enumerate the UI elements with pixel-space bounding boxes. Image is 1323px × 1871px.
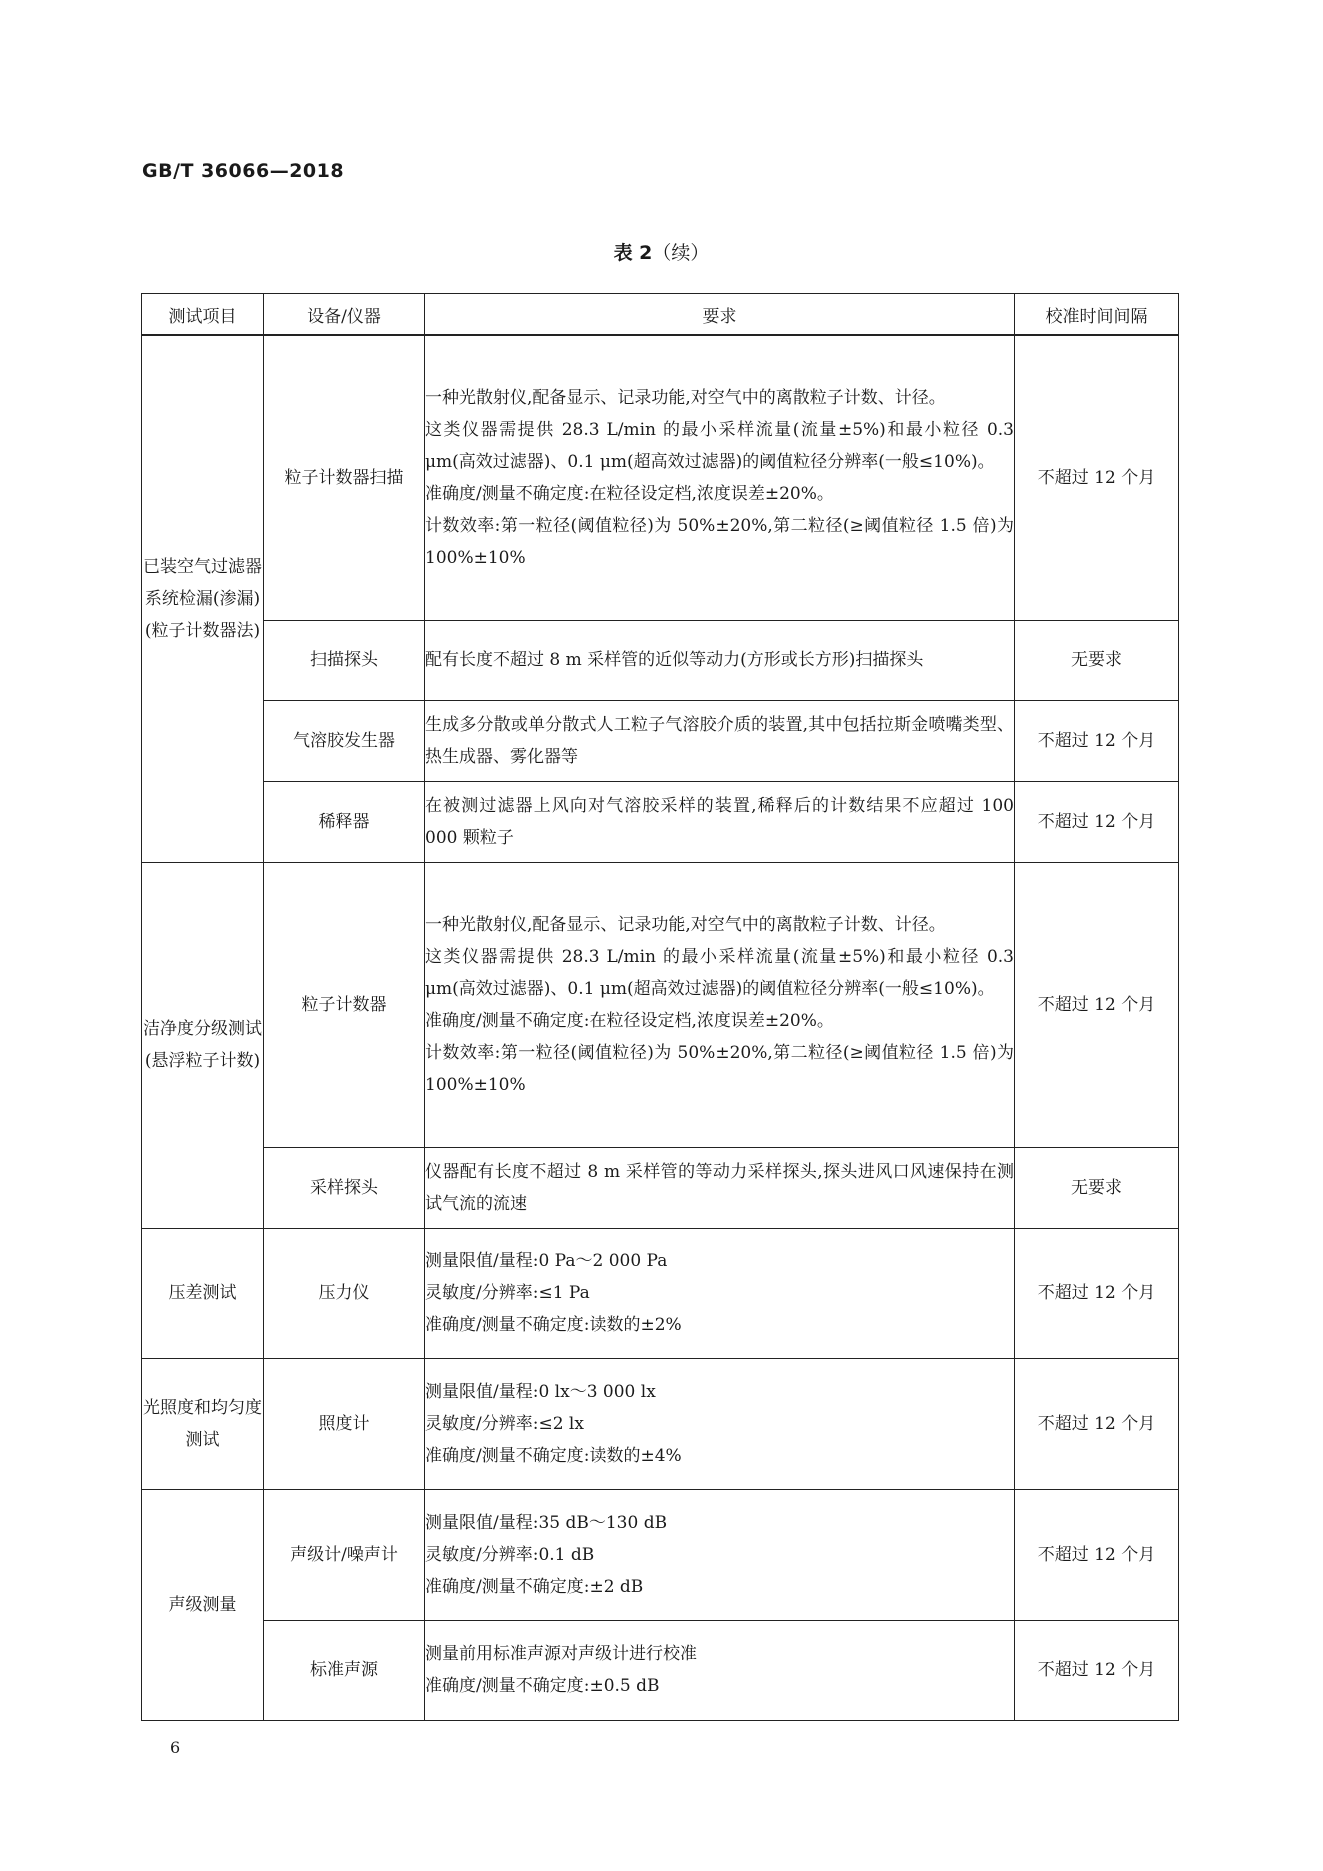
requirement-line: 这类仪器需提供 28.3 L/min 的最小采样流量(流量±5%)和最小粒径 0.3 μm(高效过滤器)、0.1 μm(超高效过滤器)的阈值粒径分辨率(一般≤10%)。 (425, 946, 1014, 999)
requirement-line: 灵敏度/分辨率:0.1 dB (425, 1544, 595, 1565)
device-cell: 标准声源 (264, 1620, 425, 1720)
category-cell: 已装空气过滤器系统检漏(渗漏)(粒子计数器法) (142, 335, 264, 862)
calibration-period-cell: 不超过 12 个月 (1015, 1358, 1179, 1489)
device-cell: 气溶胶发生器 (264, 700, 425, 781)
calibration-period-cell: 不超过 12 个月 (1015, 1620, 1179, 1720)
column-header-test-item: 测试项目 (142, 294, 264, 336)
calibration-period-cell: 不超过 12 个月 (1015, 1489, 1179, 1620)
table-row (142, 1620, 1179, 1720)
requirement-line: 一种光散射仪,配备显示、记录功能,对空气中的离散粒子计数、计径。 (425, 914, 946, 935)
requirements-cell (425, 620, 1015, 700)
table-row (142, 620, 1179, 700)
calibration-period-cell: 不超过 12 个月 (1015, 700, 1179, 781)
requirement-line: 在被测过滤器上风向对气溶胶采样的装置,稀释后的计数结果不应超过 100 000 颗粒子 (425, 795, 1014, 848)
requirement-line: 测量限值/量程:35 dB～130 dB (425, 1512, 668, 1533)
requirement-line: 准确度/测量不确定度:读数的±4% (425, 1445, 682, 1466)
requirement-line: 这类仪器需提供 28.3 L/min 的最小采样流量(流量±5%)和最小粒径 0.3 μm(高效过滤器)、0.1 μm(超高效过滤器)的阈值粒径分辨率(一般≤10%)。 (425, 419, 1014, 472)
table-title-label: 表 2 (613, 242, 653, 264)
requirement-line: 仪器配有长度不超过 8 m 采样管的等动力采样探头,探头进风口风速保持在测试气流的流速 (425, 1161, 1014, 1214)
requirements-cell (425, 781, 1015, 862)
requirements-cell (425, 1358, 1015, 1489)
page-number: 6 (170, 1738, 181, 1757)
device-cell: 照度计 (264, 1358, 425, 1489)
table-title (0, 238, 1323, 265)
table-row (142, 1228, 1179, 1358)
requirement-line: 测量前用标准声源对声级计进行校准 (425, 1644, 697, 1664)
calibration-period-cell: 无要求 (1015, 1147, 1179, 1228)
requirement-line: 计数效率:第一粒径(阈值粒径)为 50%±20%,第二粒径(≥阈值粒径 1.5 倍)为 100%±10% (425, 515, 1014, 568)
column-header-requirements: 要求 (425, 294, 1015, 336)
table-row (142, 335, 1179, 620)
table-row (142, 862, 1179, 1147)
requirement-line: 计数效率:第一粒径(阈值粒径)为 50%±20%,第二粒径(≥阈值粒径 1.5 倍)为 100%±10% (425, 1042, 1014, 1095)
requirements-cell (425, 700, 1015, 781)
requirement-line: 测量限值/量程:0 Pa～2 000 Pa (425, 1251, 668, 1271)
requirement-line: 准确度/测量不确定度:读数的±2% (425, 1315, 682, 1335)
requirements-cell (425, 1147, 1015, 1228)
device-cell: 粒子计数器 (264, 862, 425, 1147)
requirement-line: 生成多分散或单分散式人工粒子气溶胶介质的装置,其中包括拉斯金喷嘴类型、热生成器、雾化器等 (425, 714, 1014, 767)
category-cell: 洁净度分级测试(悬浮粒子计数) (142, 862, 264, 1228)
requirement-line: 准确度/测量不确定度:在粒径设定档,浓度误差±20%。 (425, 483, 834, 504)
column-header-device: 设备/仪器 (264, 294, 425, 336)
requirement-line: 灵敏度/分辨率:≤2 lx (425, 1413, 584, 1434)
device-cell: 稀释器 (264, 781, 425, 862)
table-row (142, 700, 1179, 781)
device-cell: 粒子计数器扫描 (264, 335, 425, 620)
table-row (142, 781, 1179, 862)
column-header-calibration-interval: 校准时间间隔 (1015, 294, 1179, 336)
table-row (142, 1147, 1179, 1228)
requirements-cell (425, 1620, 1015, 1720)
device-cell: 采样探头 (264, 1147, 425, 1228)
table-header-row (142, 294, 1179, 336)
equipment-requirements-table (141, 293, 1179, 1721)
requirement-line: 灵敏度/分辨率:≤1 Pa (425, 1283, 590, 1303)
calibration-period-cell: 不超过 12 个月 (1015, 781, 1179, 862)
calibration-period-cell: 不超过 12 个月 (1015, 1228, 1179, 1358)
requirement-line: 准确度/测量不确定度:±2 dB (425, 1576, 644, 1597)
device-cell: 压力仪 (264, 1228, 425, 1358)
requirements-cell (425, 335, 1015, 620)
requirement-line: 准确度/测量不确定度:在粒径设定档,浓度误差±20%。 (425, 1010, 834, 1031)
table-row (142, 1358, 1179, 1489)
calibration-period-cell: 无要求 (1015, 620, 1179, 700)
device-cell: 声级计/噪声计 (264, 1489, 425, 1620)
requirements-cell (425, 1489, 1015, 1620)
category-cell: 光照度和均匀度测试 (142, 1358, 264, 1489)
table-title-suffix: （续） (652, 242, 710, 264)
standard-code: GB/T 36066—2018 (142, 160, 345, 182)
category-cell: 压差测试 (142, 1228, 264, 1358)
table-row (142, 1489, 1179, 1620)
requirement-line: 测量限值/量程:0 lx～3 000 lx (425, 1381, 656, 1402)
requirements-cell (425, 1228, 1015, 1358)
device-cell: 扫描探头 (264, 620, 425, 700)
requirements-cell (425, 862, 1015, 1147)
category-cell: 声级测量 (142, 1489, 264, 1720)
calibration-period-cell: 不超过 12 个月 (1015, 335, 1179, 620)
requirement-line: 配有长度不超过 8 m 采样管的近似等动力(方形或长方形)扫描探头 (425, 650, 924, 670)
calibration-period-cell: 不超过 12 个月 (1015, 862, 1179, 1147)
requirement-line: 一种光散射仪,配备显示、记录功能,对空气中的离散粒子计数、计径。 (425, 387, 946, 408)
requirement-line: 准确度/测量不确定度:±0.5 dB (425, 1676, 660, 1696)
